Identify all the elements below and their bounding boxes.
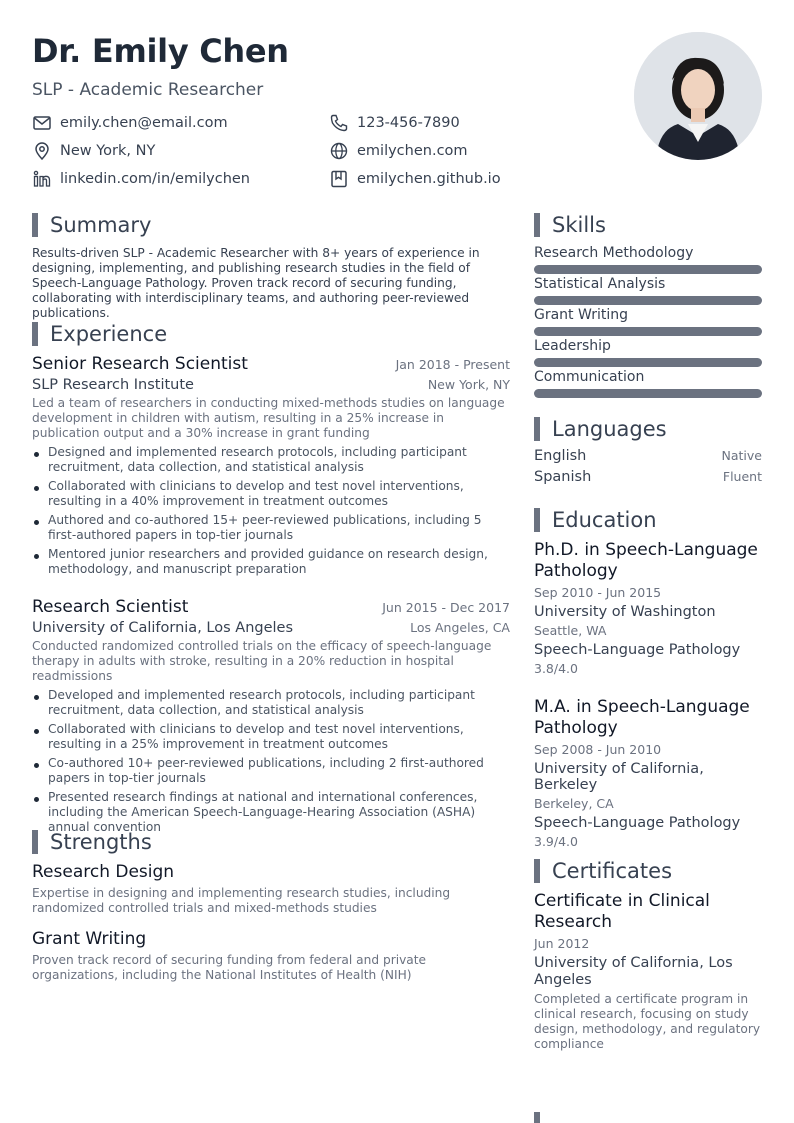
education-dates: Sep 2008 - Jun 2010 (534, 742, 662, 757)
job-bullet: Developed and implemented research protocols, including participant recruitment, data collection, and statistical analysis (32, 688, 510, 718)
job-title: Research Scientist (32, 597, 189, 617)
experience-entry (32, 354, 510, 581)
languages-title: Languages (552, 417, 667, 441)
skill-level-bar (534, 358, 762, 367)
skills-title: Skills (552, 213, 606, 237)
job-dates: Jan 2018 - Present (395, 357, 510, 372)
profile-photo (634, 32, 762, 160)
job-dates: Jun 2015 - Dec 2017 (382, 600, 510, 615)
portrait-image (634, 32, 762, 160)
job-location: New York, NY (427, 377, 510, 392)
skill-item (534, 338, 762, 369)
candidate-role: SLP - Academic Researcher (32, 80, 264, 100)
language-item (534, 448, 762, 469)
education-heading (534, 507, 657, 533)
heading-accent-bar (534, 213, 540, 237)
summary-title: Summary (50, 213, 152, 237)
education-gpa: 3.9/4.0 (534, 834, 578, 849)
skill-level-bar (534, 265, 762, 274)
contact-phone[interactable] (329, 112, 460, 134)
contact-website[interactable] (329, 140, 468, 162)
email-text: emily.chen@email.com (60, 115, 228, 131)
skills-list (534, 245, 762, 400)
phone-icon (329, 113, 349, 133)
education-field: Speech-Language Pathology (534, 642, 741, 658)
bookmark-icon (329, 169, 349, 189)
certificates-title: Certificates (552, 859, 673, 883)
language-item (534, 469, 762, 490)
summary-heading (32, 212, 151, 238)
strengths-heading (32, 829, 152, 855)
education-entry (534, 697, 762, 849)
mail-icon (32, 113, 52, 133)
certificates-heading (534, 858, 672, 884)
job-bullet: Designed and implemented research protocols, including participant recruitment, data collection, and statistical analysis (32, 445, 510, 475)
job-bullet: Authored and co-authored 15+ peer-reviewed publications, including 5 first-authored papers in top-tier journals (32, 513, 510, 543)
experience-title: Experience (50, 322, 168, 346)
strength-title: Research Design (32, 862, 175, 882)
job-description: Conducted randomized controlled trials on the efficacy of speech-language therapy in adults with stroke, resulting in a 20% reduction in hospital readmissions (32, 639, 492, 683)
certificate-name: Certificate in Clinical Research (534, 891, 710, 932)
skill-name: Communication (534, 369, 645, 385)
skill-item (534, 369, 762, 400)
education-title: Education (552, 508, 657, 532)
job-bullet: Presented research findings at national and international conferences, including the American Speech-Language-Hearing Association (ASHA) annual convention (32, 790, 510, 835)
skill-level-bar (534, 296, 762, 305)
job-organization: University of California, Los Angeles (32, 620, 294, 636)
education-gpa: 3.8/4.0 (534, 661, 578, 676)
job-bullet: Mentored junior researchers and provided guidance on research design, methodology, and manuscript preparation (32, 547, 510, 577)
contact-linkedin[interactable] (32, 168, 250, 190)
summary-text: Results-driven SLP - Academic Researcher with 8+ years of experience in designing, implementing, and publishing research studies in the field of Speech-Language Pathology. Proven track record of securing funding, collaborating with interdisciplinary teams, and authoring peer-reviewed publications. (32, 246, 480, 320)
job-bullet: Co-authored 10+ peer-reviewed publications, including 2 first-authored papers in top-tier journals (32, 756, 510, 786)
job-bullets (32, 445, 510, 577)
location-text: New York, NY (60, 143, 156, 159)
heading-accent-bar (534, 508, 540, 532)
strength-title: Grant Writing (32, 929, 147, 949)
language-name: English (534, 448, 587, 464)
skills-heading (534, 212, 606, 238)
certificate-entry (534, 891, 762, 1052)
contact-location (32, 140, 155, 162)
location-pin-icon (32, 141, 52, 161)
job-title: Senior Research Scientist (32, 354, 248, 374)
languages-heading (534, 416, 667, 442)
contact-email[interactable] (32, 112, 228, 134)
languages-list (534, 448, 762, 490)
heading-accent-bar (534, 859, 540, 883)
job-bullet: Collaborated with clinicians to develop and test novel interventions, resulting in a 25% improvement in treatment outcomes (32, 722, 510, 752)
heading-accent-bar (32, 213, 38, 237)
globe-icon (329, 141, 349, 161)
skill-name: Grant Writing (534, 307, 628, 323)
phone-text: 123-456-7890 (357, 115, 460, 131)
skill-item (534, 307, 762, 338)
certificate-date: Jun 2012 (534, 936, 590, 951)
skill-name: Research Methodology (534, 245, 694, 261)
contact-github[interactable] (329, 168, 501, 190)
strength-text: Proven track record of securing funding from federal and private organizations, including the National Institutes of Health (NIH) (32, 953, 427, 982)
page-continuation-bar (534, 1112, 540, 1123)
language-level: Native (721, 448, 762, 463)
heading-accent-bar (32, 830, 38, 854)
website-text: emilychen.com (357, 143, 468, 159)
education-degree: Ph.D. in Speech-Language Pathology (534, 540, 758, 581)
skill-level-bar (534, 389, 762, 398)
heading-accent-bar (534, 417, 540, 441)
candidate-name: Dr. Emily Chen (32, 32, 289, 70)
strength-item (32, 862, 510, 916)
certificate-issuer: University of California, Los Angeles (534, 955, 733, 988)
skill-level-bar (534, 327, 762, 336)
education-degree: M.A. in Speech-Language Pathology (534, 697, 750, 738)
skill-name: Statistical Analysis (534, 276, 666, 292)
education-dates: Sep 2010 - Jun 2015 (534, 585, 662, 600)
education-location: Seattle, WA (534, 623, 607, 638)
education-school: University of Washington (534, 604, 716, 620)
skill-item (534, 276, 762, 307)
language-name: Spanish (534, 469, 592, 485)
linkedin-icon (32, 169, 52, 189)
linkedin-text: linkedin.com/in/emilychen (60, 171, 250, 187)
job-organization: SLP Research Institute (32, 377, 194, 393)
job-bullet: Collaborated with clinicians to develop and test novel interventions, resulting in a 40% improvement in treatment outcomes (32, 479, 510, 509)
education-location: Berkeley, CA (534, 796, 614, 811)
heading-accent-bar (32, 322, 38, 346)
certificate-description: Completed a certificate program in clinical research, focusing on study design, methodology, and regulatory compliance (534, 992, 761, 1051)
skill-name: Leadership (534, 338, 611, 354)
education-field: Speech-Language Pathology (534, 815, 741, 831)
experience-heading (32, 321, 167, 347)
experience-entry (32, 597, 510, 839)
github-text: emilychen.github.io (357, 171, 501, 187)
language-level: Fluent (722, 469, 762, 484)
strength-item (32, 929, 510, 983)
strengths-title: Strengths (50, 830, 152, 854)
job-location: Los Angeles, CA (410, 620, 510, 635)
skill-item (534, 245, 762, 276)
job-bullets (32, 688, 510, 835)
education-entry (534, 540, 762, 676)
education-school: University of California, Berkeley (534, 761, 704, 793)
strength-text: Expertise in designing and implementing research studies, including randomized controlled trials and mixed-methods studies (32, 886, 451, 915)
job-description: Led a team of researchers in conducting mixed-methods studies on language development in children with autism, resulting in a 25% increase in publication output and a 30% increase in grant funding (32, 396, 505, 440)
